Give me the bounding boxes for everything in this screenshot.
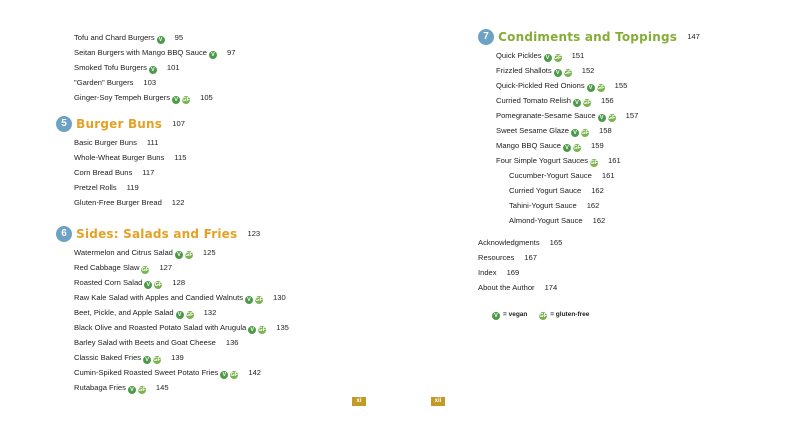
entry-title: Basic Burger Buns [74,138,137,147]
gluten-free-badge-icon: GF [583,100,591,106]
gluten-free-badge-icon: GF [539,313,548,319]
vegan-badge-icon: V [571,129,579,137]
entry-page: 97 [226,48,236,57]
entry-page: 167 [524,253,537,262]
toc-entry [56,30,386,45]
entry-title: Red Cabbage Slaw [74,263,140,272]
entry-page: 165 [549,238,563,247]
vegan-badge-icon: V [544,54,552,62]
toc-entry [56,90,386,105]
entry-page: 156 [600,96,614,105]
entry-page: 117 [142,168,155,177]
gluten-free-badge-icon: GF [153,357,161,363]
toc-subentry [478,213,778,228]
vegan-badge-icon: V [573,99,581,107]
entry-title: Cucumber-Yogurt Sauce [509,171,592,180]
toc-entry [56,180,386,195]
entry-title: Cumin-Spiked Roasted Sweet Potato Fries [74,368,219,377]
chapter-title-5: Burger Buns [76,117,163,131]
entry-title: Almond-Yogurt Sauce [509,216,583,225]
left-page-toc [56,30,386,395]
toc-entry [478,138,778,153]
gluten-free-badge-icon: GF [185,252,193,258]
vegan-badge-icon: V [172,96,180,104]
gluten-free-badge-icon: GF [255,297,263,303]
entry-page: 161 [608,156,621,165]
vegan-badge-icon: V [563,144,571,152]
chapter6-list [56,245,386,395]
entry-page: 145 [155,383,169,392]
vegan-badge-icon: V [245,296,253,304]
toc-entry [478,48,778,63]
gluten-free-badge-icon: GF [230,372,239,378]
entry-page: 161 [601,171,615,180]
page-number-left: xi [352,397,366,406]
entry-title: Pretzel Rolls [74,183,117,192]
toc-entry [478,63,778,78]
entry-page: 101 [166,63,180,72]
toc-entry [56,60,386,75]
chapter7-list [478,48,778,228]
entry-page: 155 [614,81,628,90]
toc-entry [56,135,386,150]
vegan-badge-icon: V [587,84,595,92]
vegan-legend-label: = vegan [503,311,528,318]
entry-title: Pomegranate-Sesame Sauce [496,111,596,120]
toc-entry [478,235,778,250]
vegan-badge-icon: V [157,36,165,44]
entry-title: Black Olive and Roasted Potato Salad with Arugula [74,323,247,332]
chapter-number-5: 5 [56,116,72,132]
vegan-badge-icon: V [209,51,217,59]
gluten-free-badge-icon: GF [258,327,267,333]
entry-title: Quick-Pickled Red Onions [496,81,585,90]
entry-title: "Garden" Burgers [74,78,134,87]
back-matter-list [478,235,778,295]
entry-title: Watermelon and Citrus Salad [74,248,173,257]
entry-title: Raw Kale Salad with Apples and Candied Walnuts [74,293,243,302]
entry-title: Curried Tomato Relish [496,96,571,105]
gluten-free-badge-icon: GF [581,130,589,136]
entry-page: 162 [592,216,606,225]
entry-page: 132 [203,308,217,317]
entry-title: Barley Salad with Beets and Goat Cheese [74,338,216,347]
chapter-number-6: 6 [56,226,72,242]
gluten-free-badge-icon: GF [590,160,598,166]
chapter4-continued-list [56,30,386,105]
chapter5-list [56,135,386,210]
entry-title: Index [478,268,497,277]
chapter-title-6: Sides: Salads and Fries [76,227,238,241]
vegan-badge-icon: V [176,311,184,319]
gluten-free-badge-icon: GF [138,387,146,393]
entry-title: Beet, Pickle, and Apple Salad [74,308,174,317]
entry-page: 157 [625,111,639,120]
toc-entry [56,380,386,395]
chapter-number-7: 7 [478,29,494,45]
toc-entry [478,280,778,295]
chapter-page-6: 123 [247,229,261,238]
badge-legend [478,309,778,321]
toc-entry [56,45,386,60]
toc-entry [478,108,778,123]
chapter-heading-5 [56,113,386,135]
toc-entry [478,153,778,168]
entry-title: Gluten-Free Burger Bread [74,198,162,207]
gluten-free-badge-icon: GF [573,145,581,151]
entry-page: 142 [248,368,262,377]
chapter-title-7: Condiments and Toppings [498,30,678,44]
entry-page: 169 [506,268,520,277]
entry-page: 158 [599,126,612,135]
gluten-free-badge-icon: GF [154,282,163,288]
entry-page: 105 [200,93,213,102]
vegan-badge-icon: V [554,69,562,77]
toc-entry [56,260,386,275]
toc-subentry [478,168,778,183]
toc-entry [56,305,386,320]
toc-entry [56,320,386,335]
entry-title: Acknowledgments [478,238,540,247]
entry-page: 127 [159,263,173,272]
entry-page: 174 [544,283,558,292]
entry-title: Resources [478,253,515,262]
toc-subentry [478,198,778,213]
entry-title: Curried Yogurt Sauce [509,186,582,195]
entry-page: 119 [126,183,139,192]
entry-title: About the Author [478,283,535,292]
vegan-badge-icon: V [248,326,256,334]
gluten-free-legend-label: = gluten-free [550,311,590,318]
toc-entry [478,250,778,265]
toc-subentry [478,183,778,198]
entry-page: 135 [276,323,289,332]
entry-page: 136 [225,338,239,347]
gluten-free-badge-icon: GF [596,85,605,91]
entry-page: 95 [174,33,184,42]
toc-entry [56,335,386,350]
entry-title: Frizzled Shallots [496,66,552,75]
toc-entry [56,75,386,90]
toc-entry [56,195,386,210]
entry-page: 103 [143,78,157,87]
chapter-heading-6 [56,223,386,245]
entry-page: 152 [581,66,595,75]
entry-page: 125 [202,248,216,257]
entry-page: 159 [591,141,604,150]
vegan-badge-icon: V [220,371,228,379]
vegan-badge-icon: V [149,66,157,74]
entry-title: Mango BBQ Sauce [496,141,562,150]
gluten-free-badge-icon: GF [185,312,194,318]
toc-entry [478,123,778,138]
toc-entry [478,265,778,280]
chapter-page-7: 147 [687,32,700,41]
entry-title: Tahini-Yogurt Sauce [509,201,577,210]
gluten-free-badge-icon: GF [607,115,616,121]
page-number-right: xii [431,397,445,406]
vegan-badge-icon: V [143,356,151,364]
entry-title: Corn Bread Buns [74,168,133,177]
toc-entry [56,150,386,165]
entry-title: Smoked Tofu Burgers [74,63,147,72]
entry-title: Rutabaga Fries [74,383,126,392]
vegan-badge-icon: V [175,251,183,259]
entry-page: 111 [146,138,159,147]
entry-title: Whole-Wheat Burger Buns [74,153,165,162]
entry-title: Roasted Corn Salad [74,278,143,287]
entry-title: Ginger-Soy Tempeh Burgers [74,93,171,102]
vegan-badge-icon: V [144,281,152,289]
chapter-heading-7 [478,26,778,48]
entry-title: Classic Baked Fries [74,353,142,362]
vegan-badge-icon: V [598,114,606,122]
toc-entry [56,365,386,380]
entry-page: 162 [586,201,600,210]
entry-page: 139 [171,353,184,362]
entry-title: Sweet Sesame Glaze [496,126,570,135]
entry-page: 130 [273,293,286,302]
toc-entry [56,245,386,260]
entry-page: 115 [174,153,187,162]
gluten-free-badge-icon: GF [141,267,150,273]
entry-page: 128 [172,278,186,287]
gluten-free-badge-icon: GF [563,70,572,76]
toc-entry [478,78,778,93]
toc-entry [56,350,386,365]
entry-page: 122 [171,198,185,207]
entry-title: Tofu and Chard Burgers [74,33,155,42]
chapter-page-5: 107 [172,119,185,128]
vegan-badge-icon: V [492,312,500,320]
entry-title: Four Simple Yogurt Sauces [496,156,589,165]
entry-title: Quick Pickles [496,51,542,60]
entry-page: 162 [591,186,604,195]
toc-entry [478,93,778,108]
vegan-badge-icon: V [128,386,136,394]
toc-entry [56,290,386,305]
right-page-toc [478,26,778,321]
gluten-free-badge-icon: GF [553,55,562,61]
toc-entry [56,275,386,290]
entry-page: 151 [571,51,585,60]
gluten-free-badge-icon: GF [182,97,190,103]
entry-title: Seitan Burgers with Mango BBQ Sauce [74,48,207,57]
toc-entry [56,165,386,180]
